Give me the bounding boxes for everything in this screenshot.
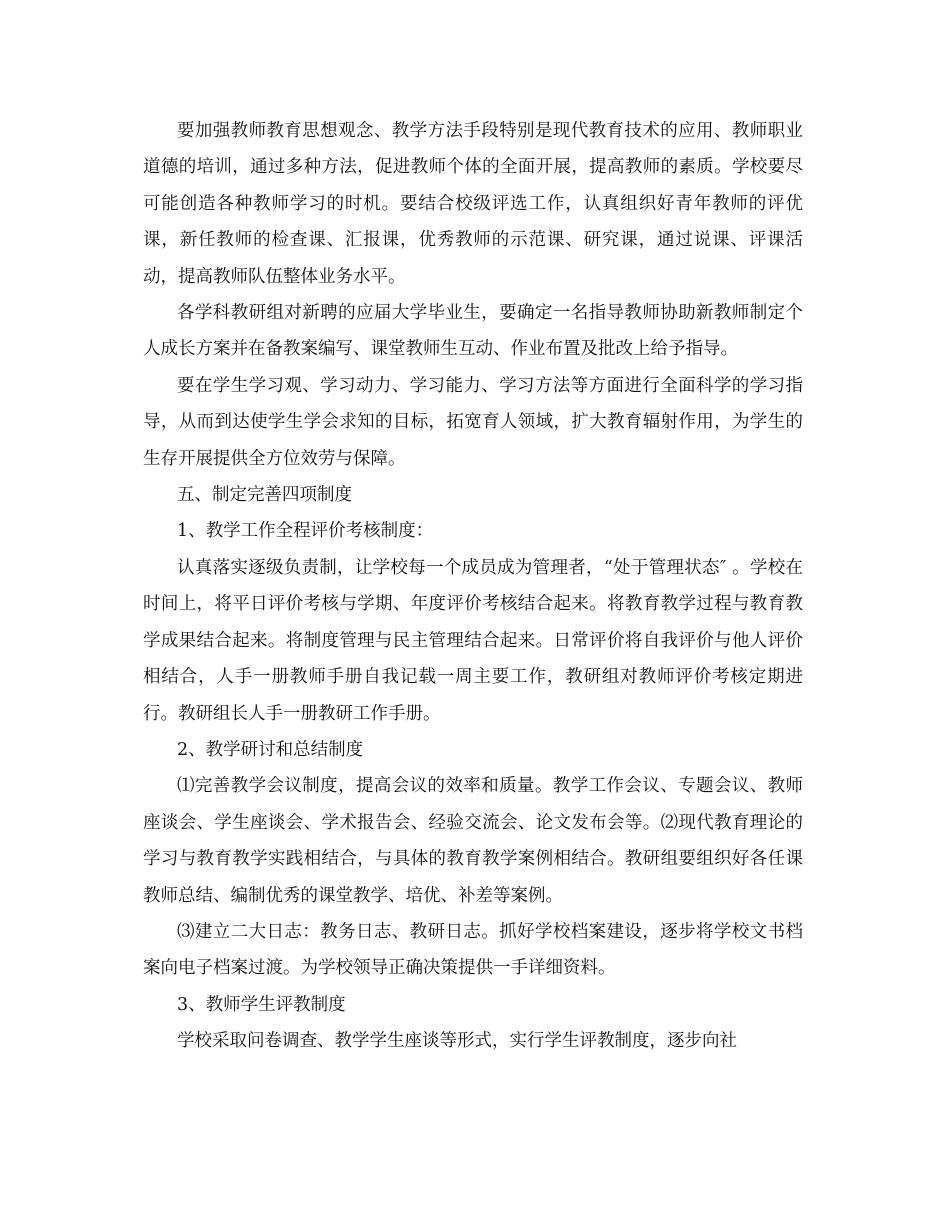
subheading-evaluation-system: 1、教学工作全程评价考核制度：	[177, 521, 434, 542]
paragraph-logs-archives: ⑶建立二大日志：教务日志、教研日志。抓好学校档案建设，逐步将学校文书档案向电子档案过渡。为学校领导正确决策提供一手详细资料。	[143, 921, 803, 979]
paragraph-student-evaluation: 学校采取问卷调查、教学学生座谈等形式，实行学生评教制度，逐步向社	[177, 1031, 737, 1052]
paragraph-meeting-system: ⑴完善教学会议制度，提高会议的效率和质量。教学工作会议、专题会议、教师座谈会、学生座谈会、学术报告会、经验交流会、论文发布会等。⑵现代教育理论的学习与教育教学实践相结合，与具体的教育教学案例相结合。教研组要组织好各任课教师总结、编制优秀的课堂教学、培优、补差等案例。	[143, 776, 803, 906]
paragraph-evaluation-details: 认真落实逐级负责制，让学校每一个成员成为管理者，“处于管理状态″ 。学校在时间上，将平日评价考核与学期、年度评价考核结合起来。将教育教学过程与教育教学成果结合起来。将制度管理与民主管理结合起来。日常评价将自我评价与他人评价相结合，人手一册教师手册自我记载一周主要工作，教研组对教师评价考核定期进行。教研组长人手一册教研工作手册。	[143, 557, 803, 724]
paragraph-study-guidance: 要在学生学习观、学习动力、学习能力、学习方法等方面进行全面科学的学习指导，从而到达使学生学会求知的目标，拓宽育人领域，扩大教育辐射作用，为学生的生存开展提供全方位效劳与保障。	[143, 375, 803, 469]
paragraph-mentor-assignment: 各学科教研组对新聘的应届大学毕业生，要确定一名指导教师协助新教师制定个人成长方案并在备教案编写、课堂教师生互动、作业布置及批改上给予指导。	[143, 303, 803, 360]
document-body	[143, 113, 803, 1060]
paragraph-teacher-training: 要加强教师教育思想观念、教学方法手段特别是现代教育技术的应用、教师职业道德的培训，通过多种方法，促进教师个体的全面开展，提高教师的素质。学校要尽可能创造各种教师学习的时机。要结合校级评选工作，认真组织好青年教师的评优课，新任教师的检查课、汇报课，优秀教师的示范课、研究课，通过说课、评课活动，提高教师队伍整体业务水平。	[143, 121, 803, 287]
section-heading-four-systems: 五、制定完善四项制度	[177, 485, 352, 506]
subheading-student-evaluation-system: 3、教师学生评教制度	[177, 994, 346, 1015]
subheading-research-summary-system: 2、教学研讨和总结制度	[177, 739, 364, 760]
